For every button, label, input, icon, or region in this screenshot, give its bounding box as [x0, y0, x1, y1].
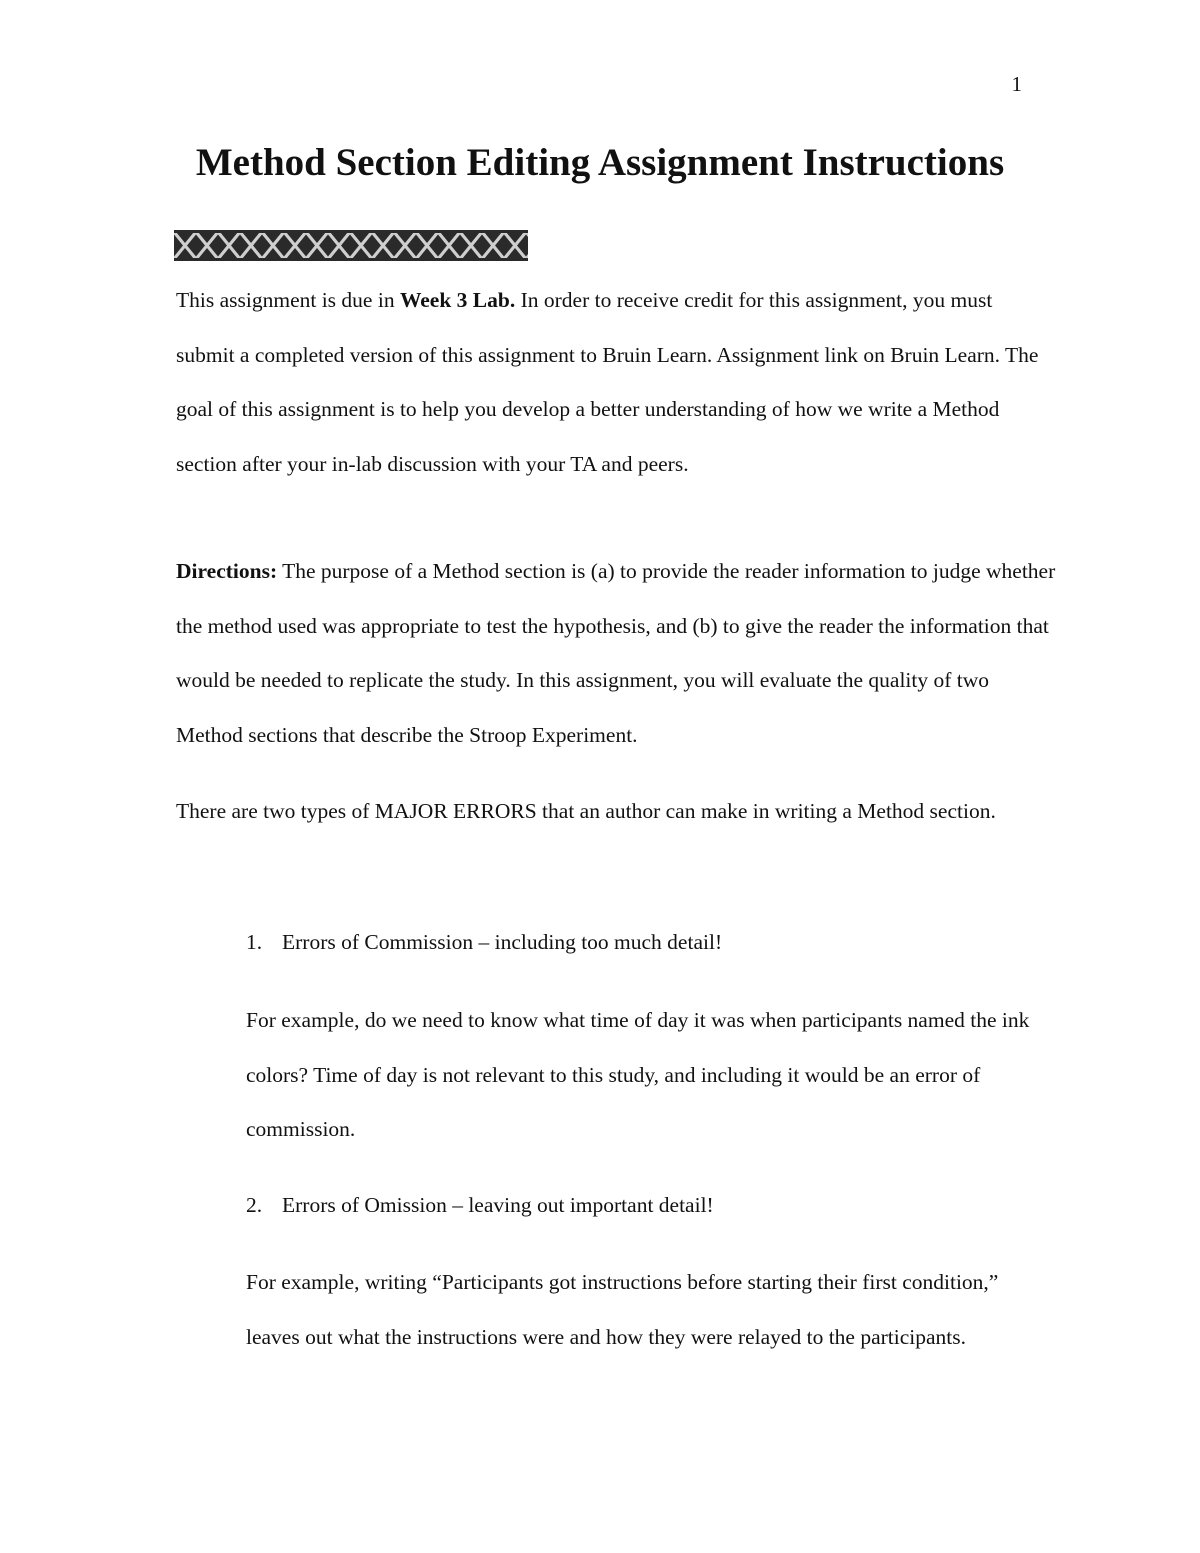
errors-intro-paragraph: There are two types of MAJOR ERRORS that an author can make in writing a Method section. — [176, 799, 996, 823]
redacted-name-block — [174, 230, 528, 261]
list-number: 1. — [246, 930, 263, 954]
directions-label: Directions: — [176, 559, 278, 583]
intro-paragraph — [176, 273, 1056, 491]
page-number: 1 — [1011, 72, 1022, 96]
intro-text-start: This assignment is due in — [176, 288, 400, 312]
list-label: Errors of Omission – leaving out important detail! — [282, 1193, 714, 1217]
list-label: Errors of Commission – including too much detail! — [282, 930, 723, 954]
directions-paragraph — [176, 544, 1056, 762]
intro-text-rest: In order to receive credit for this assignment, you must submit a completed version of this assignment to Bruin Learn. Assignment link on Bruin Learn. The goal of this assignment is to help you develop a better understanding of how we write a Method section after your in-lab discussion with your TA and peers. — [176, 288, 1039, 476]
commission-example: For example, do we need to know what time of day it was when participants named the ink colors? Time of day is not relevant to this study, and including it would be an error of commission. — [246, 1008, 1030, 1141]
page-title: Method Section Editing Assignment Instructions — [195, 141, 1005, 184]
list-item-omission — [246, 1178, 714, 1233]
due-date: Week 3 Lab. — [399, 288, 516, 312]
omission-example: For example, writing “Participants got instructions before starting their first condition,” leaves out what the instructions were and how they were relayed to the participants. — [246, 1270, 999, 1349]
list-item-commission — [246, 915, 722, 970]
directions-text: The purpose of a Method section is (a) to provide the reader information to judge whether the method used was appropriate to test the hypothesis, and (b) to give the reader the information that would be needed to replicate the study. In this assignment, you will evaluate the quality of two Method sections that describe the Stroop Experiment. — [176, 559, 1056, 747]
list-number: 2. — [246, 1193, 263, 1217]
